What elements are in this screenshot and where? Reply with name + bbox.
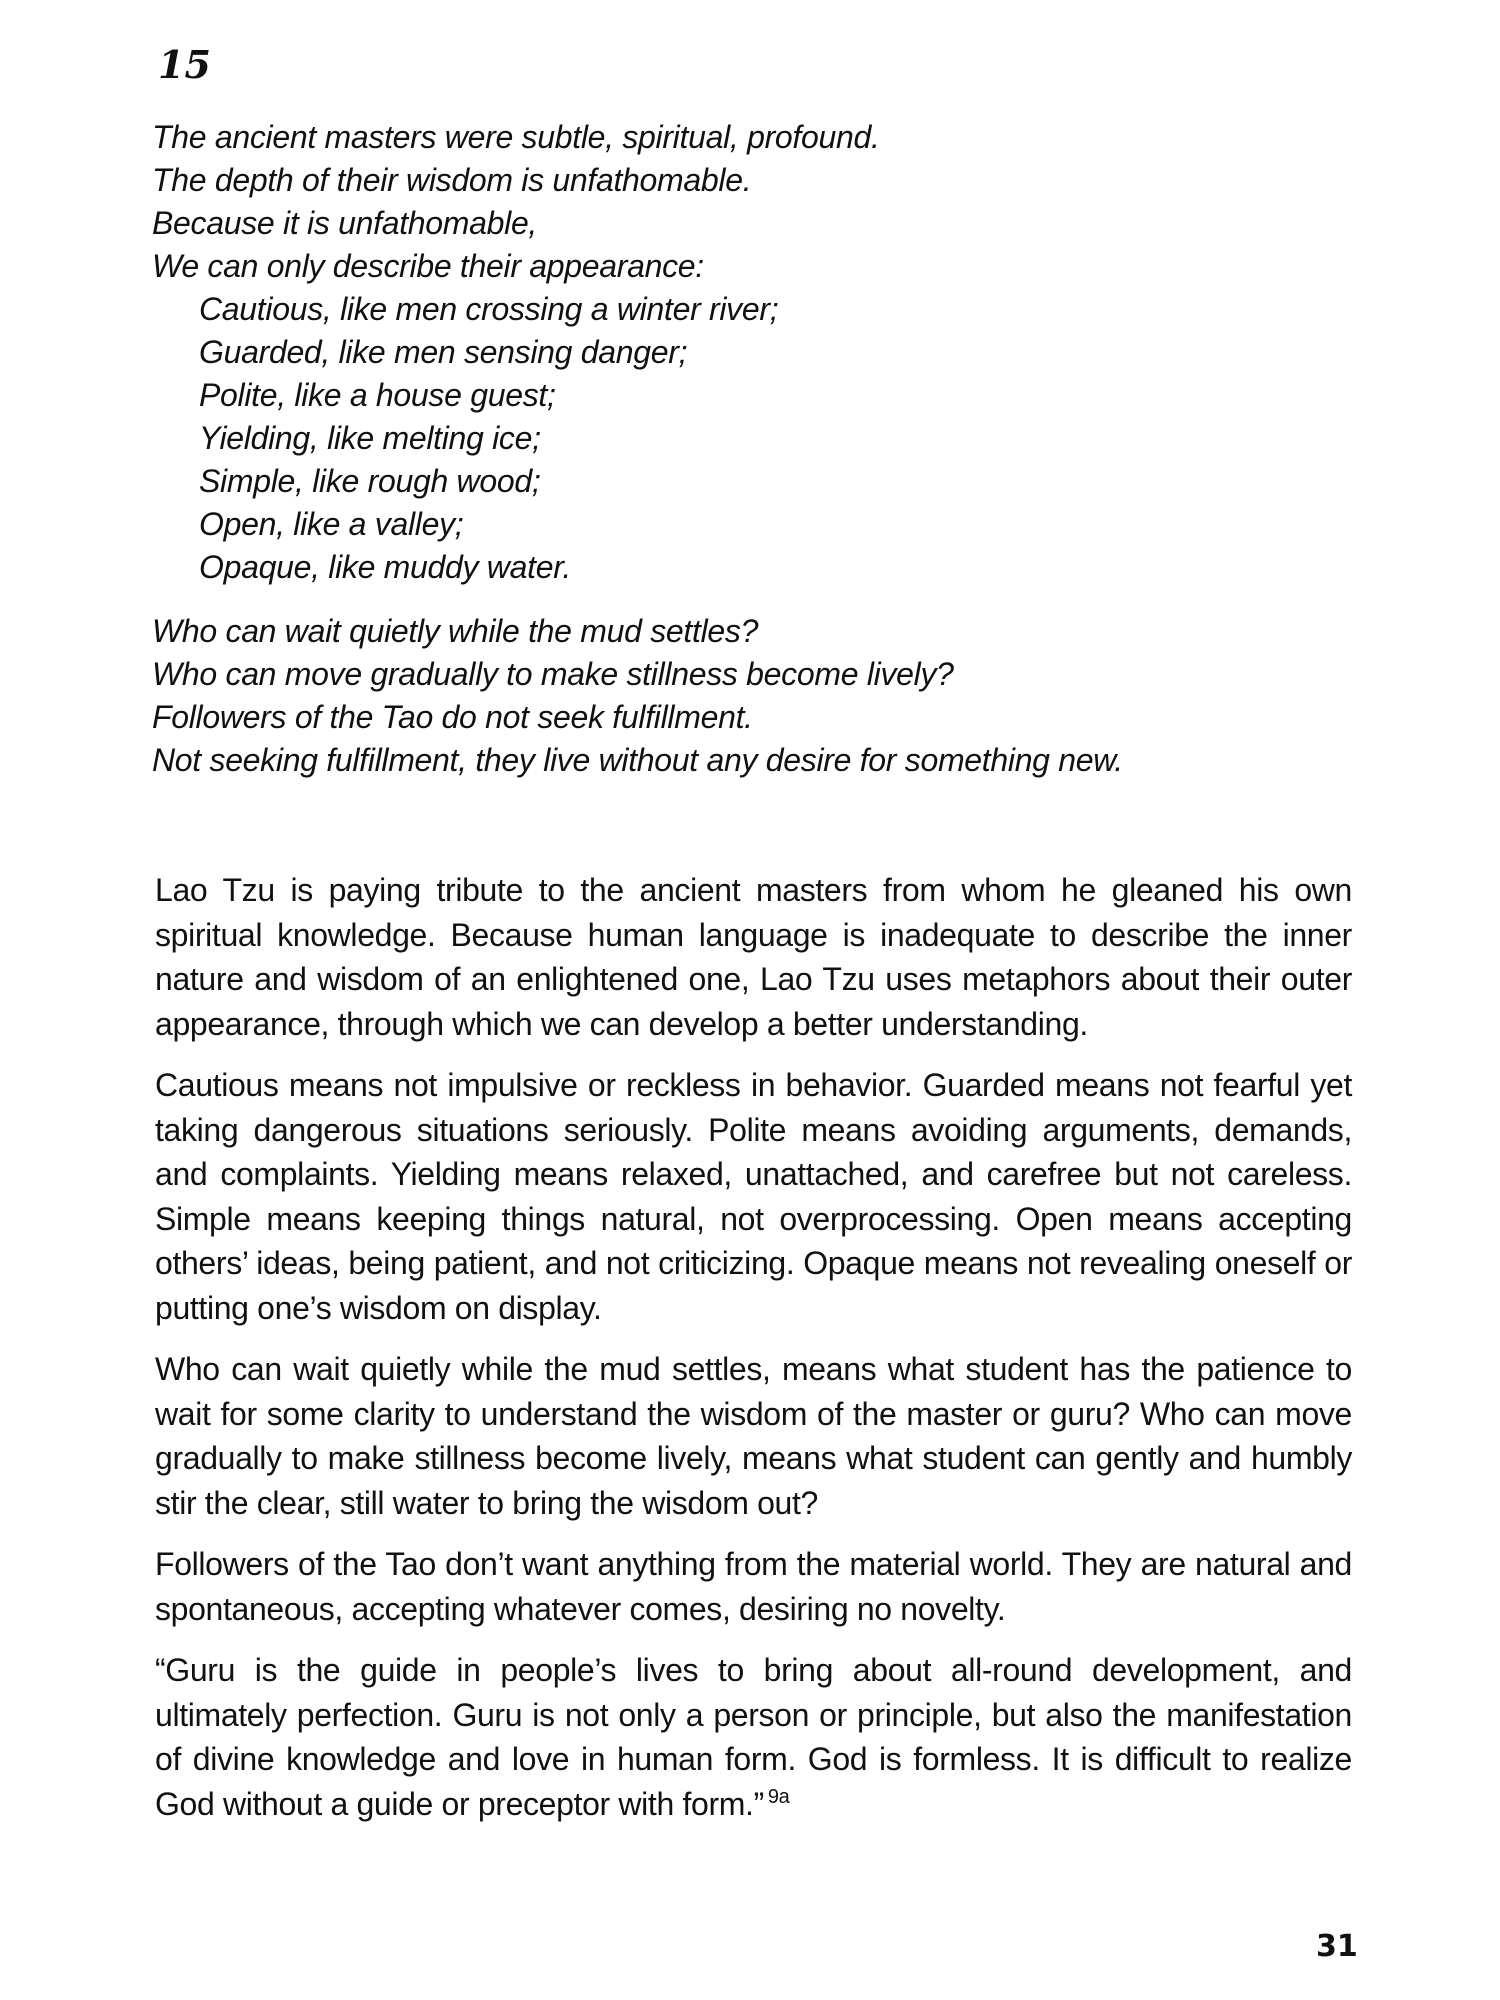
page-number: 31 (1316, 1929, 1358, 1964)
poem-stanza-2 (152, 610, 1402, 782)
poem-line: Who can move gradually to make stillness become lively? (152, 656, 954, 692)
commentary-paragraph-1: Lao Tzu is paying tribute to the ancient masters from whom he gleaned his own spiritual knowledge. Because human language is inadequate to describe the inner nature and wisdom of an enlightened one, Lao Tzu uses metaphors about their outer appearance, through which we can develop a better understanding. (155, 872, 1352, 1042)
footnote-reference[interactable]: 9a (767, 1785, 790, 1808)
commentary-paragraph-4: Followers of the Tao don’t want anything from the material world. They are natural and spontaneous, accepting whatever comes, desiring no novelty. (155, 1546, 1352, 1627)
commentary-paragraph-5 (155, 1648, 1352, 1826)
commentary (155, 868, 1352, 1843)
poem-line-indented: Guarded, like men sensing danger; (199, 334, 688, 370)
poem-line: Followers of the Tao do not seek fulfillment. (152, 699, 753, 735)
poem-line: Who can wait quietly while the mud settles? (152, 613, 759, 649)
poem-line: Because it is unfathomable, (152, 205, 538, 241)
guru-quote: “Guru is the guide in people’s lives to bring about all-round development, and ultimately perfection. Guru is not only a person or principle, but also the manifestation of divine knowledge and love in human form. God is formless. It is difficult to realize God without a guide or preceptor with form.” (155, 1652, 1352, 1822)
commentary-paragraph-3: Who can wait quietly while the mud settles, means what student has the patience to wait for some clarity to understand the wisdom of the master or guru? Who can move gradually to make stillness become lively, means what student can gently and humbly stir the clear, still water to bring the wisdom out? (155, 1351, 1352, 1521)
commentary-paragraph-2: Cautious means not impulsive or reckless in behavior. Guarded means not fearful yet taking dangerous situations seriously. Polite means avoiding arguments, demands, and complaints. Yielding means relaxed, unattached, and carefree but not careless. Simple means keeping things natural, not overprocessing. Open means accepting others’ ideas, being patient, and not criticizing. Opaque means not revealing oneself or putting one’s wisdom on display. (155, 1067, 1352, 1326)
poem-line: The depth of their wisdom is unfathomable. (152, 162, 752, 198)
poem-line: The ancient masters were subtle, spiritual, profound. (152, 119, 880, 155)
chapter-number: 15 (158, 42, 211, 87)
poem-stanza-1 (152, 116, 1402, 589)
poem (152, 116, 1402, 782)
poem-line-indented: Open, like a valley; (199, 506, 464, 542)
poem-line-indented: Cautious, like men crossing a winter river; (199, 291, 779, 327)
poem-line-indented: Yielding, like melting ice; (199, 420, 541, 456)
poem-line-indented: Opaque, like muddy water. (199, 549, 571, 585)
poem-line: Not seeking fulfillment, they live without any desire for something new. (152, 742, 1123, 778)
poem-line: We can only describe their appearance: (152, 248, 704, 284)
poem-line-indented: Polite, like a house guest; (199, 377, 556, 413)
poem-line-indented: Simple, like rough wood; (199, 463, 541, 499)
